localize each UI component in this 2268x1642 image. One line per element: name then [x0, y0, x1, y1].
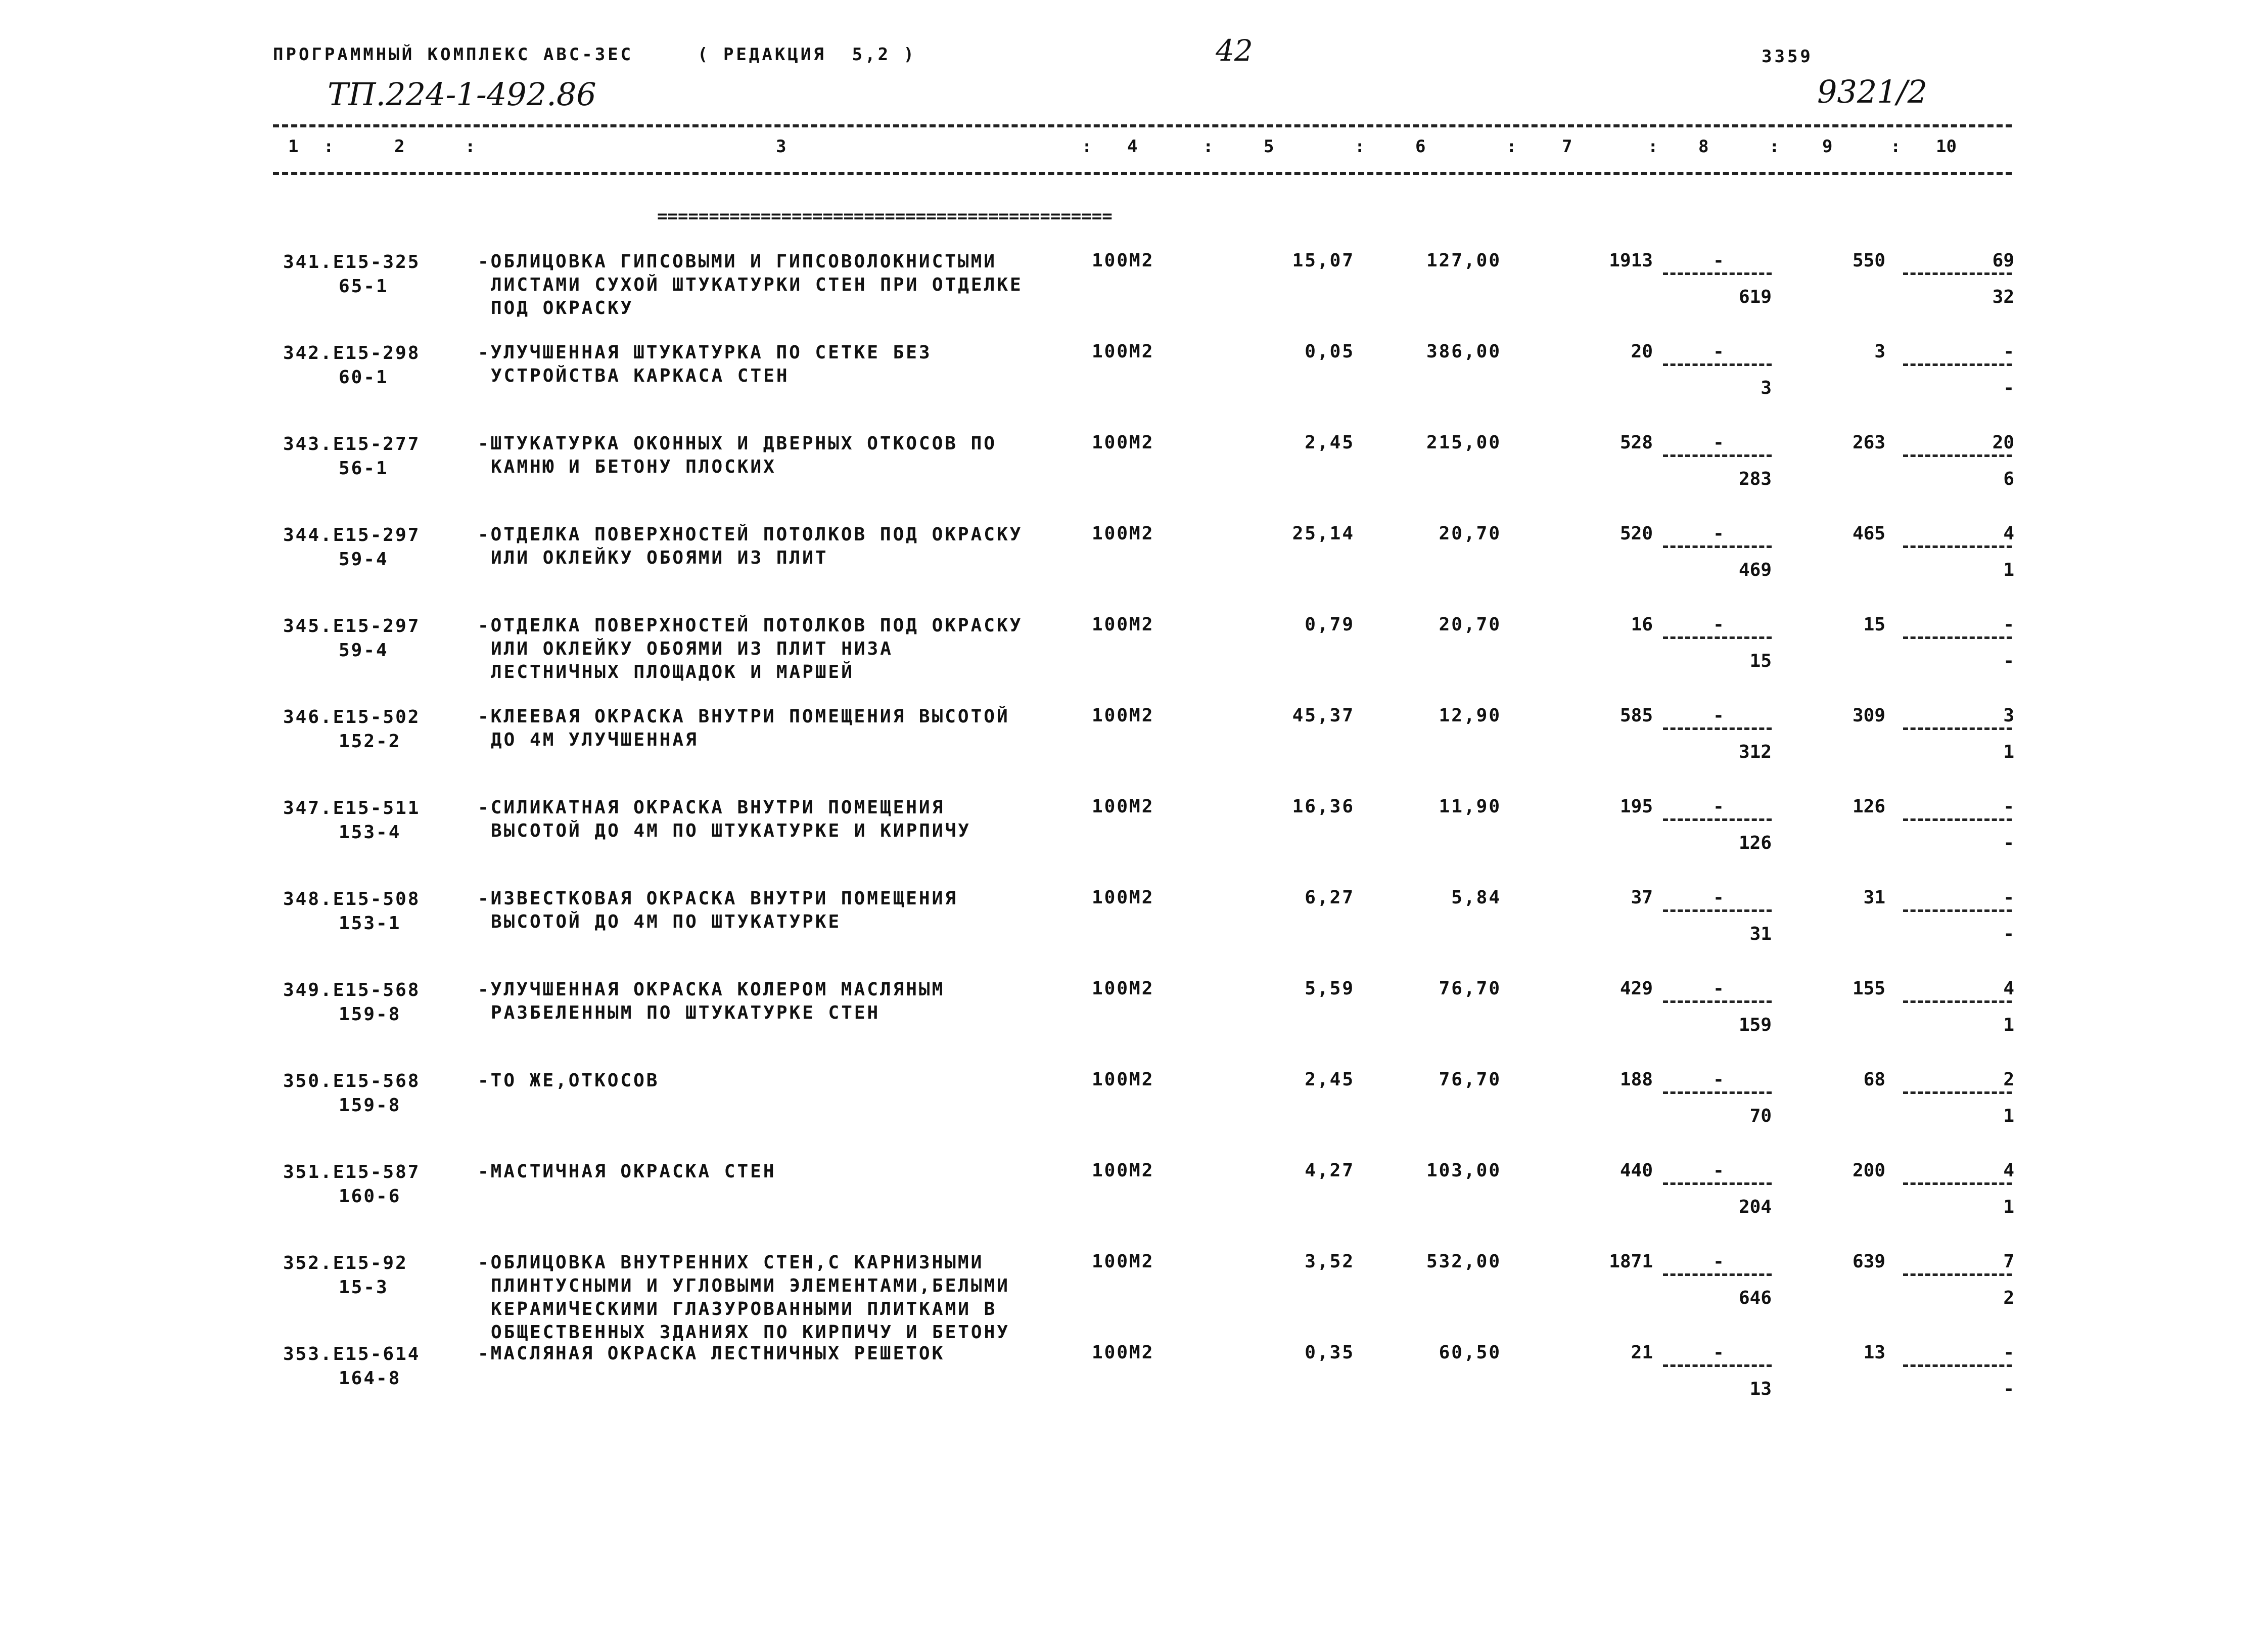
description-line: ВЫСОТОЙ ДО 4М ПО ШТУКАТУРКЕ И КИРПИЧУ — [491, 820, 971, 841]
table-row — [0, 705, 2268, 791]
col-num-10: 10 — [1936, 136, 1957, 157]
description-line: -СИЛИКАТНАЯ ОКРАСКА ВНУТРИ ПОМЕЩЕНИЯ — [478, 797, 945, 818]
table-row — [0, 1069, 2268, 1155]
table-row — [0, 1251, 2268, 1343]
row-col7-total: 440 — [1619, 1160, 1653, 1181]
row-col7-total: 1871 — [1609, 1251, 1653, 1272]
row-code — [283, 1342, 440, 1391]
row-col7-total: 585 — [1619, 705, 1653, 726]
row-quantity: 6,27 — [1305, 887, 1355, 908]
row-col10-bottom: 1 — [2003, 1015, 2014, 1035]
row-col8-divider — [1663, 272, 1772, 275]
row-unit-price: 5,84 — [1451, 887, 1501, 908]
row-col8-divider — [1663, 636, 1772, 639]
row-col10-bottom: 2 — [2003, 1288, 2014, 1308]
row-col9: 550 — [1852, 250, 1885, 271]
row-col9: 155 — [1852, 978, 1885, 999]
row-quantity: 0,35 — [1305, 1342, 1355, 1363]
row-unit: 100М2 — [1092, 887, 1154, 908]
row-col8-top: - — [1713, 614, 1724, 635]
doc-number: 3359 — [1762, 47, 1813, 67]
row-col8-top: - — [1713, 1251, 1724, 1272]
row-col7-total: 429 — [1619, 978, 1653, 999]
row-code-sub: 152-2 — [339, 731, 401, 752]
description-line: УСТРОЙСТВА КАРКАСА СТЕН — [491, 366, 790, 386]
row-code-sub: 164-8 — [339, 1368, 401, 1389]
row-col8-divider — [1663, 1091, 1772, 1094]
row-col9: 31 — [1863, 887, 1885, 908]
row-col8-top: - — [1713, 705, 1724, 726]
row-col8-divider — [1663, 454, 1772, 457]
row-description — [478, 1069, 1084, 1092]
header-bottom-rule — [273, 172, 2012, 175]
row-col9: 13 — [1863, 1342, 1885, 1363]
row-col7-total: 188 — [1619, 1069, 1653, 1090]
row-col10-top: - — [2003, 887, 2014, 908]
row-col10-divider — [1903, 818, 2012, 821]
table-row — [0, 341, 2268, 427]
col-num-2: 2 — [394, 136, 405, 157]
col-num-6: 6 — [1415, 136, 1426, 157]
row-code-main: 350.Е15-568 — [283, 1071, 421, 1091]
row-code — [283, 705, 440, 754]
row-col7-total: 16 — [1631, 614, 1653, 635]
description-line: -ШТУКАТУРКА ОКОННЫХ И ДВЕРНЫХ ОТКОСОВ ПО — [478, 433, 997, 454]
description-line: -УЛУЧШЕННАЯ ШТУКАТУРКА ПО СЕТКЕ БЕЗ — [478, 342, 932, 363]
row-quantity: 45,37 — [1292, 705, 1355, 726]
description-line: -ИЗВЕСТКОВАЯ ОКРАСКА ВНУТРИ ПОМЕЩЕНИЯ — [478, 888, 958, 909]
row-quantity: 2,45 — [1305, 432, 1355, 453]
row-quantity: 3,52 — [1305, 1251, 1355, 1272]
row-col10-bottom: 1 — [2003, 1106, 2014, 1126]
description-line: ВЫСОТОЙ ДО 4М ПО ШТУКАТУРКЕ — [491, 911, 842, 932]
row-unit: 100М2 — [1092, 432, 1154, 453]
row-col7-total: 37 — [1631, 887, 1653, 908]
row-col9: 15 — [1863, 614, 1885, 635]
row-col10-top: 20 — [1992, 432, 2014, 453]
row-col8-divider — [1663, 909, 1772, 912]
col-num-4: 4 — [1127, 136, 1138, 157]
row-code-sub: 60-1 — [339, 367, 389, 388]
description-line: РАЗБЕЛЕННЫМ ПО ШТУКАТУРКЕ СТЕН — [491, 1002, 881, 1023]
row-description — [478, 523, 1084, 570]
row-code-main: 346.Е15-502 — [283, 707, 421, 727]
row-col8-divider — [1663, 1364, 1772, 1367]
table-row — [0, 432, 2268, 518]
row-col9: 309 — [1852, 705, 1885, 726]
description-line: ОБЩЕСТВЕННЫХ ЗДАНИЯХ ПО КИРПИЧУ И БЕТОНУ — [491, 1322, 1010, 1343]
row-code — [283, 523, 440, 572]
row-col10-bottom: 1 — [2003, 742, 2014, 762]
row-unit-price: 103,00 — [1426, 1160, 1501, 1181]
row-col8-top: - — [1713, 523, 1724, 544]
row-col8-top: - — [1713, 978, 1724, 999]
row-col9: 68 — [1863, 1069, 1885, 1090]
row-description — [478, 250, 1084, 320]
row-col10-top: - — [2003, 614, 2014, 635]
col-num-8: 8 — [1698, 136, 1709, 157]
row-code — [283, 341, 440, 390]
row-unit: 100М2 — [1092, 1160, 1154, 1181]
row-quantity: 25,14 — [1292, 523, 1355, 544]
description-line: КЕРАМИЧЕСКИМИ ГЛАЗУРОВАННЫМИ ПЛИТКАМИ В — [491, 1299, 997, 1319]
col-num-1: 1 — [288, 136, 299, 157]
row-quantity: 0,05 — [1305, 341, 1355, 362]
row-col10-divider — [1903, 1273, 2012, 1276]
row-quantity: 0,79 — [1305, 614, 1355, 635]
row-description — [478, 978, 1084, 1025]
row-code-sub: 159-8 — [339, 1095, 401, 1116]
row-code-main: 352.Е15-92 — [283, 1253, 408, 1273]
description-line: -УЛУЧШЕННАЯ ОКРАСКА КОЛЕРОМ МАСЛЯНЫМ — [478, 979, 945, 1000]
row-col8-top: - — [1713, 341, 1724, 362]
row-col8-divider — [1663, 545, 1772, 548]
description-line: -ОБЛИЦОВКА ГИПСОВЫМИ И ГИПСОВОЛОКНИСТЫМИ — [478, 251, 997, 272]
row-code-main: 349.Е15-568 — [283, 980, 421, 1000]
program-name: ПРОГРАММНЫЙ КОМПЛЕКС АВС-ЗЕС — [273, 44, 634, 65]
row-col10-top: 69 — [1992, 250, 2014, 271]
row-code — [283, 1160, 440, 1209]
row-code-main: 342.Е15-298 — [283, 343, 421, 363]
row-code-main: 343.Е15-277 — [283, 434, 421, 454]
row-col8-top: - — [1713, 1069, 1724, 1090]
row-col8-divider — [1663, 1273, 1772, 1276]
description-line: ИЛИ ОКЛЕЙКУ ОБОЯМИ ИЗ ПЛИТ — [491, 548, 828, 568]
row-unit: 100М2 — [1092, 250, 1154, 271]
row-col8-top: - — [1713, 1160, 1724, 1181]
col-num-7: 7 — [1562, 136, 1572, 157]
col-num-9: 9 — [1822, 136, 1833, 157]
row-col9: 126 — [1852, 796, 1885, 817]
project-code: ТП.224-1-492.86 — [328, 76, 596, 113]
row-unit-price: 76,70 — [1439, 978, 1501, 999]
row-col8-bottom: 159 — [1738, 1015, 1772, 1035]
row-unit-price: 20,70 — [1439, 523, 1501, 544]
row-description — [478, 1251, 1084, 1344]
row-col7-total: 20 — [1631, 341, 1653, 362]
section-separator: ============================================ — [657, 206, 1113, 226]
row-quantity: 2,45 — [1305, 1069, 1355, 1090]
row-code — [283, 614, 440, 663]
table-row — [0, 250, 2268, 336]
row-unit: 100М2 — [1092, 705, 1154, 726]
row-col10-top: - — [2003, 341, 2014, 362]
description-line: -ОТДЕЛКА ПОВЕРХНОСТЕЙ ПОТОЛКОВ ПОД ОКРАСКУ — [478, 524, 1023, 545]
description-line: -МАСТИЧНАЯ ОКРАСКА СТЕН — [478, 1161, 776, 1182]
row-unit: 100М2 — [1092, 1251, 1154, 1272]
table-row — [0, 1160, 2268, 1246]
row-col10-top: 2 — [2003, 1069, 2014, 1090]
row-col9: 465 — [1852, 523, 1885, 544]
row-col7-total: 520 — [1619, 523, 1653, 544]
row-code-main: 344.Е15-297 — [283, 525, 421, 545]
row-description — [478, 341, 1084, 388]
row-code-sub: 59-4 — [339, 640, 389, 661]
row-col8-bottom: 619 — [1738, 287, 1772, 307]
description-line: ДО 4М УЛУЧШЕННАЯ — [491, 729, 699, 750]
row-col10-top: 4 — [2003, 1160, 2014, 1181]
row-col10-divider — [1903, 1364, 2012, 1367]
row-description — [478, 1342, 1084, 1365]
row-description — [478, 432, 1084, 479]
row-code-sub: 59-4 — [339, 549, 389, 570]
row-col10-top: 4 — [2003, 523, 2014, 544]
row-description — [478, 614, 1084, 684]
row-unit-price: 60,50 — [1439, 1342, 1501, 1363]
row-quantity: 15,07 — [1292, 250, 1355, 271]
row-col8-divider — [1663, 1000, 1772, 1003]
row-unit: 100М2 — [1092, 341, 1154, 362]
row-col8-divider — [1663, 1182, 1772, 1185]
row-quantity: 16,36 — [1292, 796, 1355, 817]
row-col7-total: 21 — [1631, 1342, 1653, 1363]
row-code-main: 345.Е15-297 — [283, 616, 421, 636]
row-col9: 200 — [1852, 1160, 1885, 1181]
row-col10-top: 3 — [2003, 705, 2014, 726]
description-line: -КЛЕЕВАЯ ОКРАСКА ВНУТРИ ПОМЕЩЕНИЯ ВЫСОТОЙ — [478, 706, 1010, 727]
row-col8-bottom: 3 — [1761, 378, 1772, 398]
row-col10-divider — [1903, 363, 2012, 366]
row-col10-divider — [1903, 1000, 2012, 1003]
row-col10-bottom: 32 — [1992, 287, 2014, 307]
row-code — [283, 1069, 440, 1118]
row-col8-divider — [1663, 818, 1772, 821]
row-code-sub: 159-8 — [339, 1004, 401, 1025]
table-row — [0, 796, 2268, 882]
edition-label: ( РЕДАКЦИЯ 5,2 ) — [698, 44, 916, 65]
description-line: КАМНЮ И БЕТОНУ ПЛОСКИХ — [491, 457, 776, 477]
row-col10-divider — [1903, 1182, 2012, 1185]
row-col10-bottom: - — [2003, 1379, 2014, 1399]
row-col9: 3 — [1874, 341, 1885, 362]
row-code-main: 347.Е15-511 — [283, 798, 421, 818]
row-code-sub: 56-1 — [339, 458, 389, 479]
row-code-sub: 65-1 — [339, 276, 389, 297]
row-quantity: 5,59 — [1305, 978, 1355, 999]
description-line: -ОБЛИЦОВКА ВНУТРЕННИХ СТЕН,С КАРНИЗНЫМИ — [478, 1252, 984, 1273]
col-num-5: 5 — [1264, 136, 1274, 157]
description-line: -ТО ЖЕ,ОТКОСОВ — [478, 1070, 660, 1091]
row-description — [478, 887, 1084, 934]
row-unit: 100М2 — [1092, 978, 1154, 999]
row-col10-bottom: - — [2003, 651, 2014, 671]
row-col9: 263 — [1852, 432, 1885, 453]
row-code-main: 353.Е15-614 — [283, 1344, 421, 1364]
row-col10-divider — [1903, 545, 2012, 548]
row-code-main: 341.Е15-325 — [283, 252, 421, 272]
description-line: -МАСЛЯНАЯ ОКРАСКА ЛЕСТНИЧНЫХ РЕШЕТОК — [478, 1343, 945, 1364]
description-line: ЛИСТАМИ СУХОЙ ШТУКАТУРКИ СТЕН ПРИ ОТДЕЛКЕ — [491, 275, 1023, 295]
row-col10-bottom: 6 — [2003, 469, 2014, 489]
row-col8-bottom: 70 — [1749, 1106, 1772, 1126]
col-num-3: 3 — [776, 136, 786, 157]
row-code-main: 351.Е15-587 — [283, 1162, 421, 1182]
description-line: ИЛИ ОКЛЕЙКУ ОБОЯМИ ИЗ ПЛИТ НИЗА — [491, 638, 893, 659]
row-unit-price: 20,70 — [1439, 614, 1501, 635]
row-code — [283, 796, 440, 845]
row-col8-top: - — [1713, 1342, 1724, 1363]
row-col9: 639 — [1852, 1251, 1885, 1272]
row-col10-bottom: - — [2003, 833, 2014, 853]
sheet-code: 9321/2 — [1817, 73, 1928, 110]
row-code-sub: 153-1 — [339, 913, 401, 934]
row-code — [283, 250, 440, 299]
description-line: ПЛИНТУСНЫМИ И УГЛОВЫМИ ЭЛЕМЕНТАМИ,БЕЛЫМИ — [491, 1275, 1010, 1296]
row-unit: 100М2 — [1092, 523, 1154, 544]
row-unit-price: 386,00 — [1426, 341, 1501, 362]
row-code-main: 348.Е15-508 — [283, 889, 421, 909]
row-unit-price: 127,00 — [1426, 250, 1501, 271]
table-row — [0, 1342, 2268, 1428]
row-col8-top: - — [1713, 432, 1724, 453]
row-description — [478, 796, 1084, 843]
row-quantity: 4,27 — [1305, 1160, 1355, 1181]
row-col10-divider — [1903, 909, 2012, 912]
row-col8-top: - — [1713, 796, 1724, 817]
row-col10-divider — [1903, 636, 2012, 639]
table-row — [0, 523, 2268, 609]
row-col8-bottom: 283 — [1738, 469, 1772, 489]
row-col8-bottom: 312 — [1738, 742, 1772, 762]
row-unit-price: 12,90 — [1439, 705, 1501, 726]
table-row — [0, 978, 2268, 1064]
row-unit-price: 76,70 — [1439, 1069, 1501, 1090]
row-col7-total: 1913 — [1609, 250, 1653, 271]
row-col10-top: - — [2003, 796, 2014, 817]
row-col8-divider — [1663, 363, 1772, 366]
row-description — [478, 1160, 1084, 1183]
row-col10-divider — [1903, 454, 2012, 457]
row-unit: 100М2 — [1092, 1342, 1154, 1363]
row-col8-divider — [1663, 727, 1772, 730]
row-col10-divider — [1903, 727, 2012, 730]
row-col10-top: 4 — [2003, 978, 2014, 999]
row-unit: 100М2 — [1092, 614, 1154, 635]
row-col10-top: 7 — [2003, 1251, 2014, 1272]
row-code — [283, 1251, 440, 1300]
row-code-sub: 153-4 — [339, 822, 401, 843]
row-col8-bottom: 646 — [1738, 1288, 1772, 1308]
row-code-sub: 160-6 — [339, 1186, 401, 1207]
row-col8-bottom: 126 — [1738, 833, 1772, 853]
header-top-rule — [273, 124, 2012, 127]
table-row — [0, 887, 2268, 973]
row-col10-divider — [1903, 272, 2012, 275]
row-code — [283, 978, 440, 1027]
page-number: 42 — [1216, 33, 1253, 68]
description-line: ПОД ОКРАСКУ — [491, 298, 634, 318]
row-col10-bottom: - — [2003, 924, 2014, 944]
row-code — [283, 432, 440, 481]
row-col7-total: 195 — [1619, 796, 1653, 817]
row-col8-bottom: 31 — [1749, 924, 1772, 944]
table-row — [0, 614, 2268, 700]
row-col8-bottom: 13 — [1749, 1379, 1772, 1399]
row-col7-total: 528 — [1619, 432, 1653, 453]
description-line: ЛЕСТНИЧНЫХ ПЛОЩАДОК И МАРШЕЙ — [491, 662, 854, 682]
row-unit-price: 215,00 — [1426, 432, 1501, 453]
row-unit-price: 11,90 — [1439, 796, 1501, 817]
row-unit: 100М2 — [1092, 796, 1154, 817]
row-col10-divider — [1903, 1091, 2012, 1094]
row-col8-bottom: 204 — [1738, 1197, 1772, 1217]
row-unit: 100М2 — [1092, 1069, 1154, 1090]
row-col8-bottom: 15 — [1749, 651, 1772, 671]
description-line: -ОТДЕЛКА ПОВЕРХНОСТЕЙ ПОТОЛКОВ ПОД ОКРАСКУ — [478, 615, 1023, 636]
row-unit-price: 532,00 — [1426, 1251, 1501, 1272]
row-col10-bottom: - — [2003, 378, 2014, 398]
row-col8-top: - — [1713, 887, 1724, 908]
row-description — [478, 705, 1084, 752]
row-col8-bottom: 469 — [1738, 560, 1772, 580]
row-col8-top: - — [1713, 250, 1724, 271]
row-col10-bottom: 1 — [2003, 560, 2014, 580]
row-col10-top: - — [2003, 1342, 2014, 1363]
row-col10-bottom: 1 — [2003, 1197, 2014, 1217]
row-code — [283, 887, 440, 936]
row-code-sub: 15-3 — [339, 1277, 389, 1298]
